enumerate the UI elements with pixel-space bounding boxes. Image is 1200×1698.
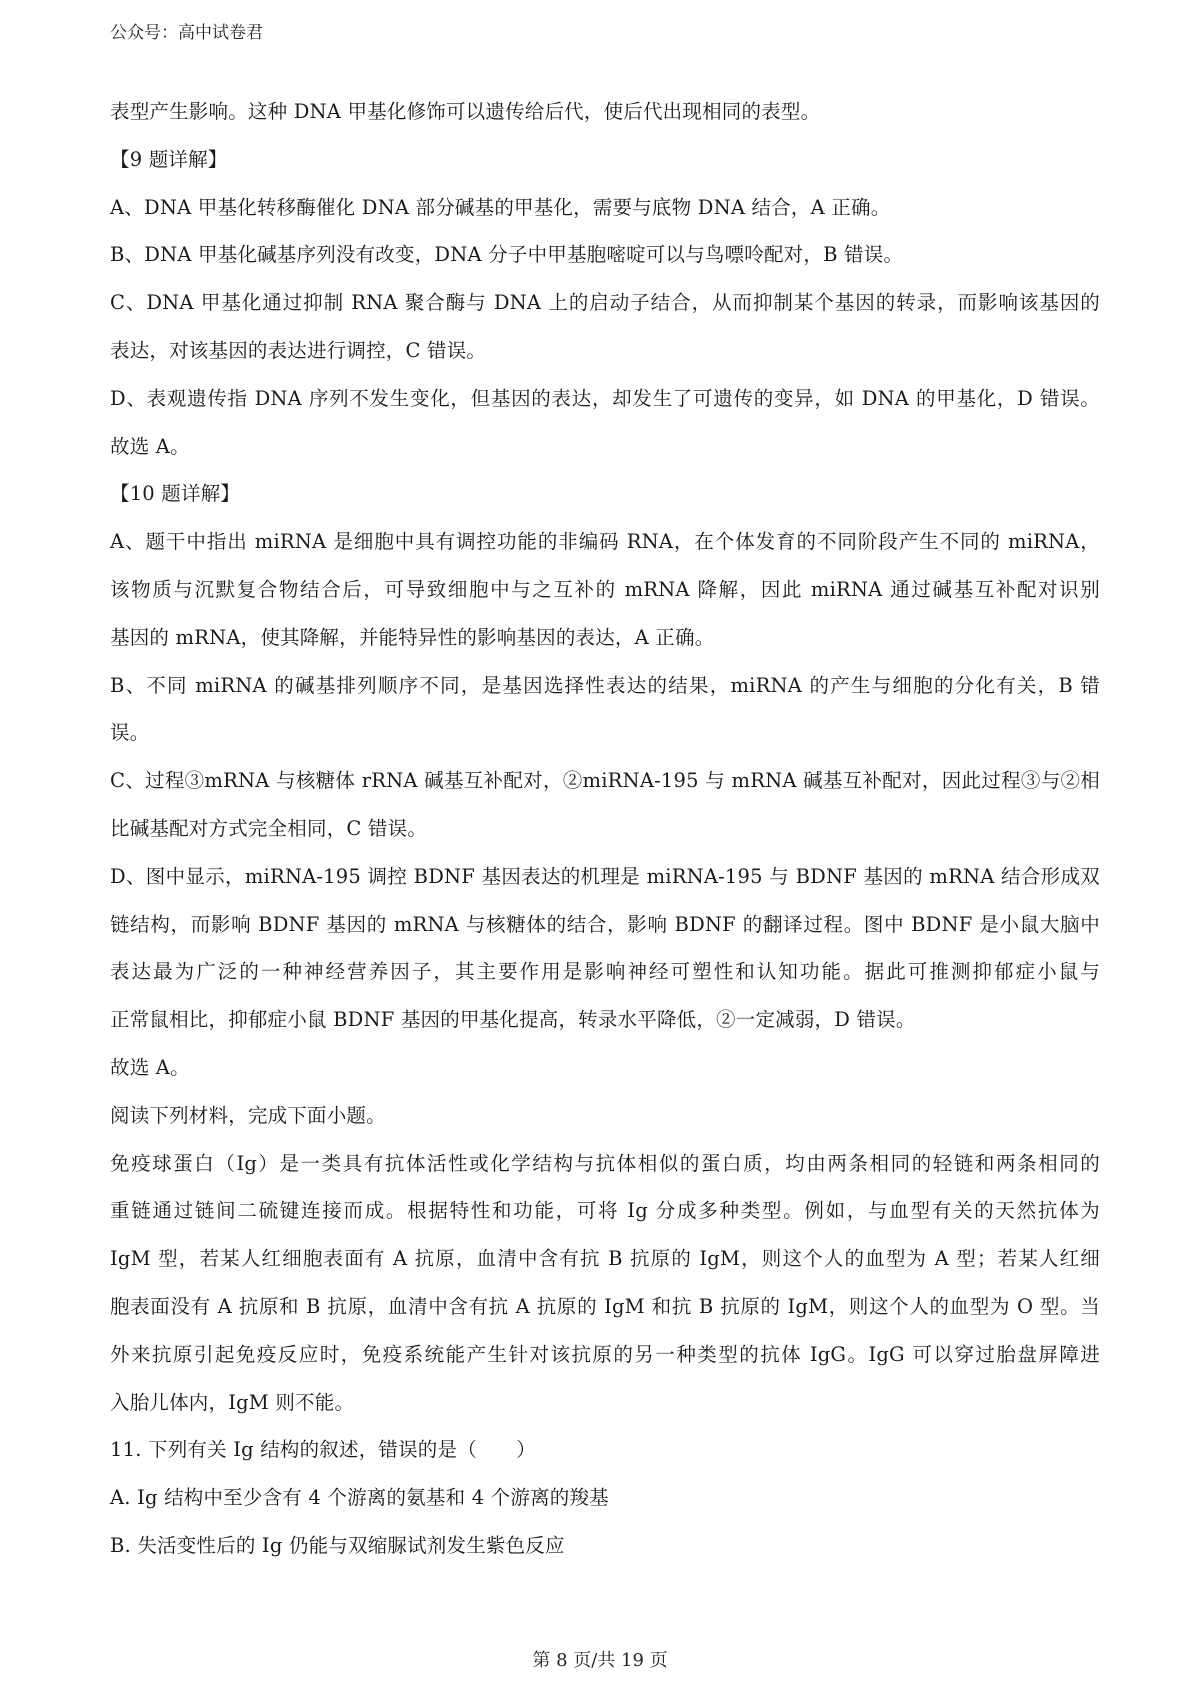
text-line: 表达，对该基因的表达进行调控，C 错误。	[110, 338, 487, 362]
text-line: 故选 A。	[110, 1055, 190, 1079]
page-number: 第 8 页/共 19 页	[532, 1650, 668, 1671]
text-line: B、不同 miRNA 的碱基排列顺序不同，是基因选择性表达的结果，miRNA 的产生与细胞的分化有关，B 错	[110, 673, 1100, 697]
answer-option-a: A. Ig 结构中至少含有 4 个游离的氨基和 4 个游离的羧基	[110, 1486, 609, 1510]
text-line: D、表观遗传指 DNA 序列不发生变化，但基因的表达，却发生了可遗传的变异，如 DNA 的甲基化，D 错误。	[110, 386, 1100, 410]
text-line: IgM 型，若某人红细胞表面有 A 抗原，血清中含有抗 B 抗原的 IgM，则这个人的血型为 A 型；若某人红细	[110, 1247, 1100, 1271]
text-line: C、过程③mRNA 与核糖体 rRNA 碱基互补配对，②miRNA-195 与 mRNA 碱基互补配对，因此过程③与②相	[110, 769, 1100, 793]
text-line: 误。	[110, 721, 150, 745]
text-line: 重链通过链间二硫键连接而成。根据特性和功能，可将 Ig 分成多种类型。例如，与血型有关的天然抗体为	[110, 1199, 1100, 1223]
text-line: 基因的 mRNA，使其降解，并能特异性的影响基因的表达，A 正确。	[110, 625, 715, 649]
question-stem: 11. 下列有关 Ig 结构的叙述，错误的是（ ）	[110, 1438, 536, 1462]
text-line: 该物质与沉默复合物结合后，可导致细胞中与之互补的 mRNA 降解，因此 miRNA 通过碱基互补配对识别	[110, 577, 1100, 601]
section-heading: 【9 题详解】	[110, 147, 228, 171]
text-line: 胞表面没有 A 抗原和 B 抗原，血清中含有抗 A 抗原的 IgM 和抗 B 抗原的 IgM，则这个人的血型为 O 型。当	[110, 1294, 1100, 1318]
source-label: 公众号：高中试卷君	[110, 23, 263, 43]
text-line: D、图中显示，miRNA-195 调控 BDNF 基因表达的机理是 miRNA-195 与 BDNF 基因的 mRNA 结合形成双	[110, 864, 1100, 888]
text-line: 入胎儿体内，IgM 则不能。	[110, 1390, 355, 1414]
section-heading: 【10 题详解】	[110, 482, 241, 506]
text-line: 表型产生影响。这种 DNA 甲基化修饰可以遗传给后代，使后代出现相同的表型。	[110, 100, 821, 123]
text-line: A、DNA 甲基化转移酶催化 DNA 部分碱基的甲基化，需要与底物 DNA 结合，A 正确。	[110, 195, 891, 219]
document-body	[110, 98, 1100, 1580]
text-line: B、DNA 甲基化碱基序列没有改变，DNA 分子中甲基胞嘧啶可以与鸟嘌呤配对，B 错误。	[110, 243, 904, 267]
answer-option-b: B. 失活变性后的 Ig 仍能与双缩脲试剂发生紫色反应	[110, 1533, 565, 1557]
text-line: 故选 A。	[110, 434, 190, 458]
text-line: 正常鼠相比，抑郁症小鼠 BDNF 基因的甲基化提高，转录水平降低，②一定减弱，D 错误。	[110, 1008, 916, 1032]
text-line: 链结构，而影响 BDNF 基因的 mRNA 与核糖体的结合，影响 BDNF 的翻译过程。图中 BDNF 是小鼠大脑中	[110, 912, 1100, 936]
text-line: 阅读下列材料，完成下面小题。	[110, 1103, 386, 1127]
text-line: A、题干中指出 miRNA 是细胞中具有调控功能的非编码 RNA，在个体发育的不同阶段产生不同的 miRNA，	[110, 530, 1100, 554]
text-line: 免疫球蛋白（Ig）是一类具有抗体活性或化学结构与抗体相似的蛋白质，均由两条相同的轻链和两条相同的	[110, 1151, 1100, 1175]
text-line: 比碱基配对方式完全相同，C 错误。	[110, 816, 428, 840]
text-line: 外来抗原引起免疫反应时，免疫系统能产生针对该抗原的另一种类型的抗体 IgG。IgG 可以穿过胎盘屏障进	[110, 1342, 1100, 1366]
text-line: 表达最为广泛的一种神经营养因子，其主要作用是影响神经可塑性和认知功能。据此可推测抑郁症小鼠与	[110, 960, 1100, 984]
text-line: C、DNA 甲基化通过抑制 RNA 聚合酶与 DNA 上的启动子结合，从而抑制某个基因的转录，而影响该基因的	[110, 291, 1100, 315]
